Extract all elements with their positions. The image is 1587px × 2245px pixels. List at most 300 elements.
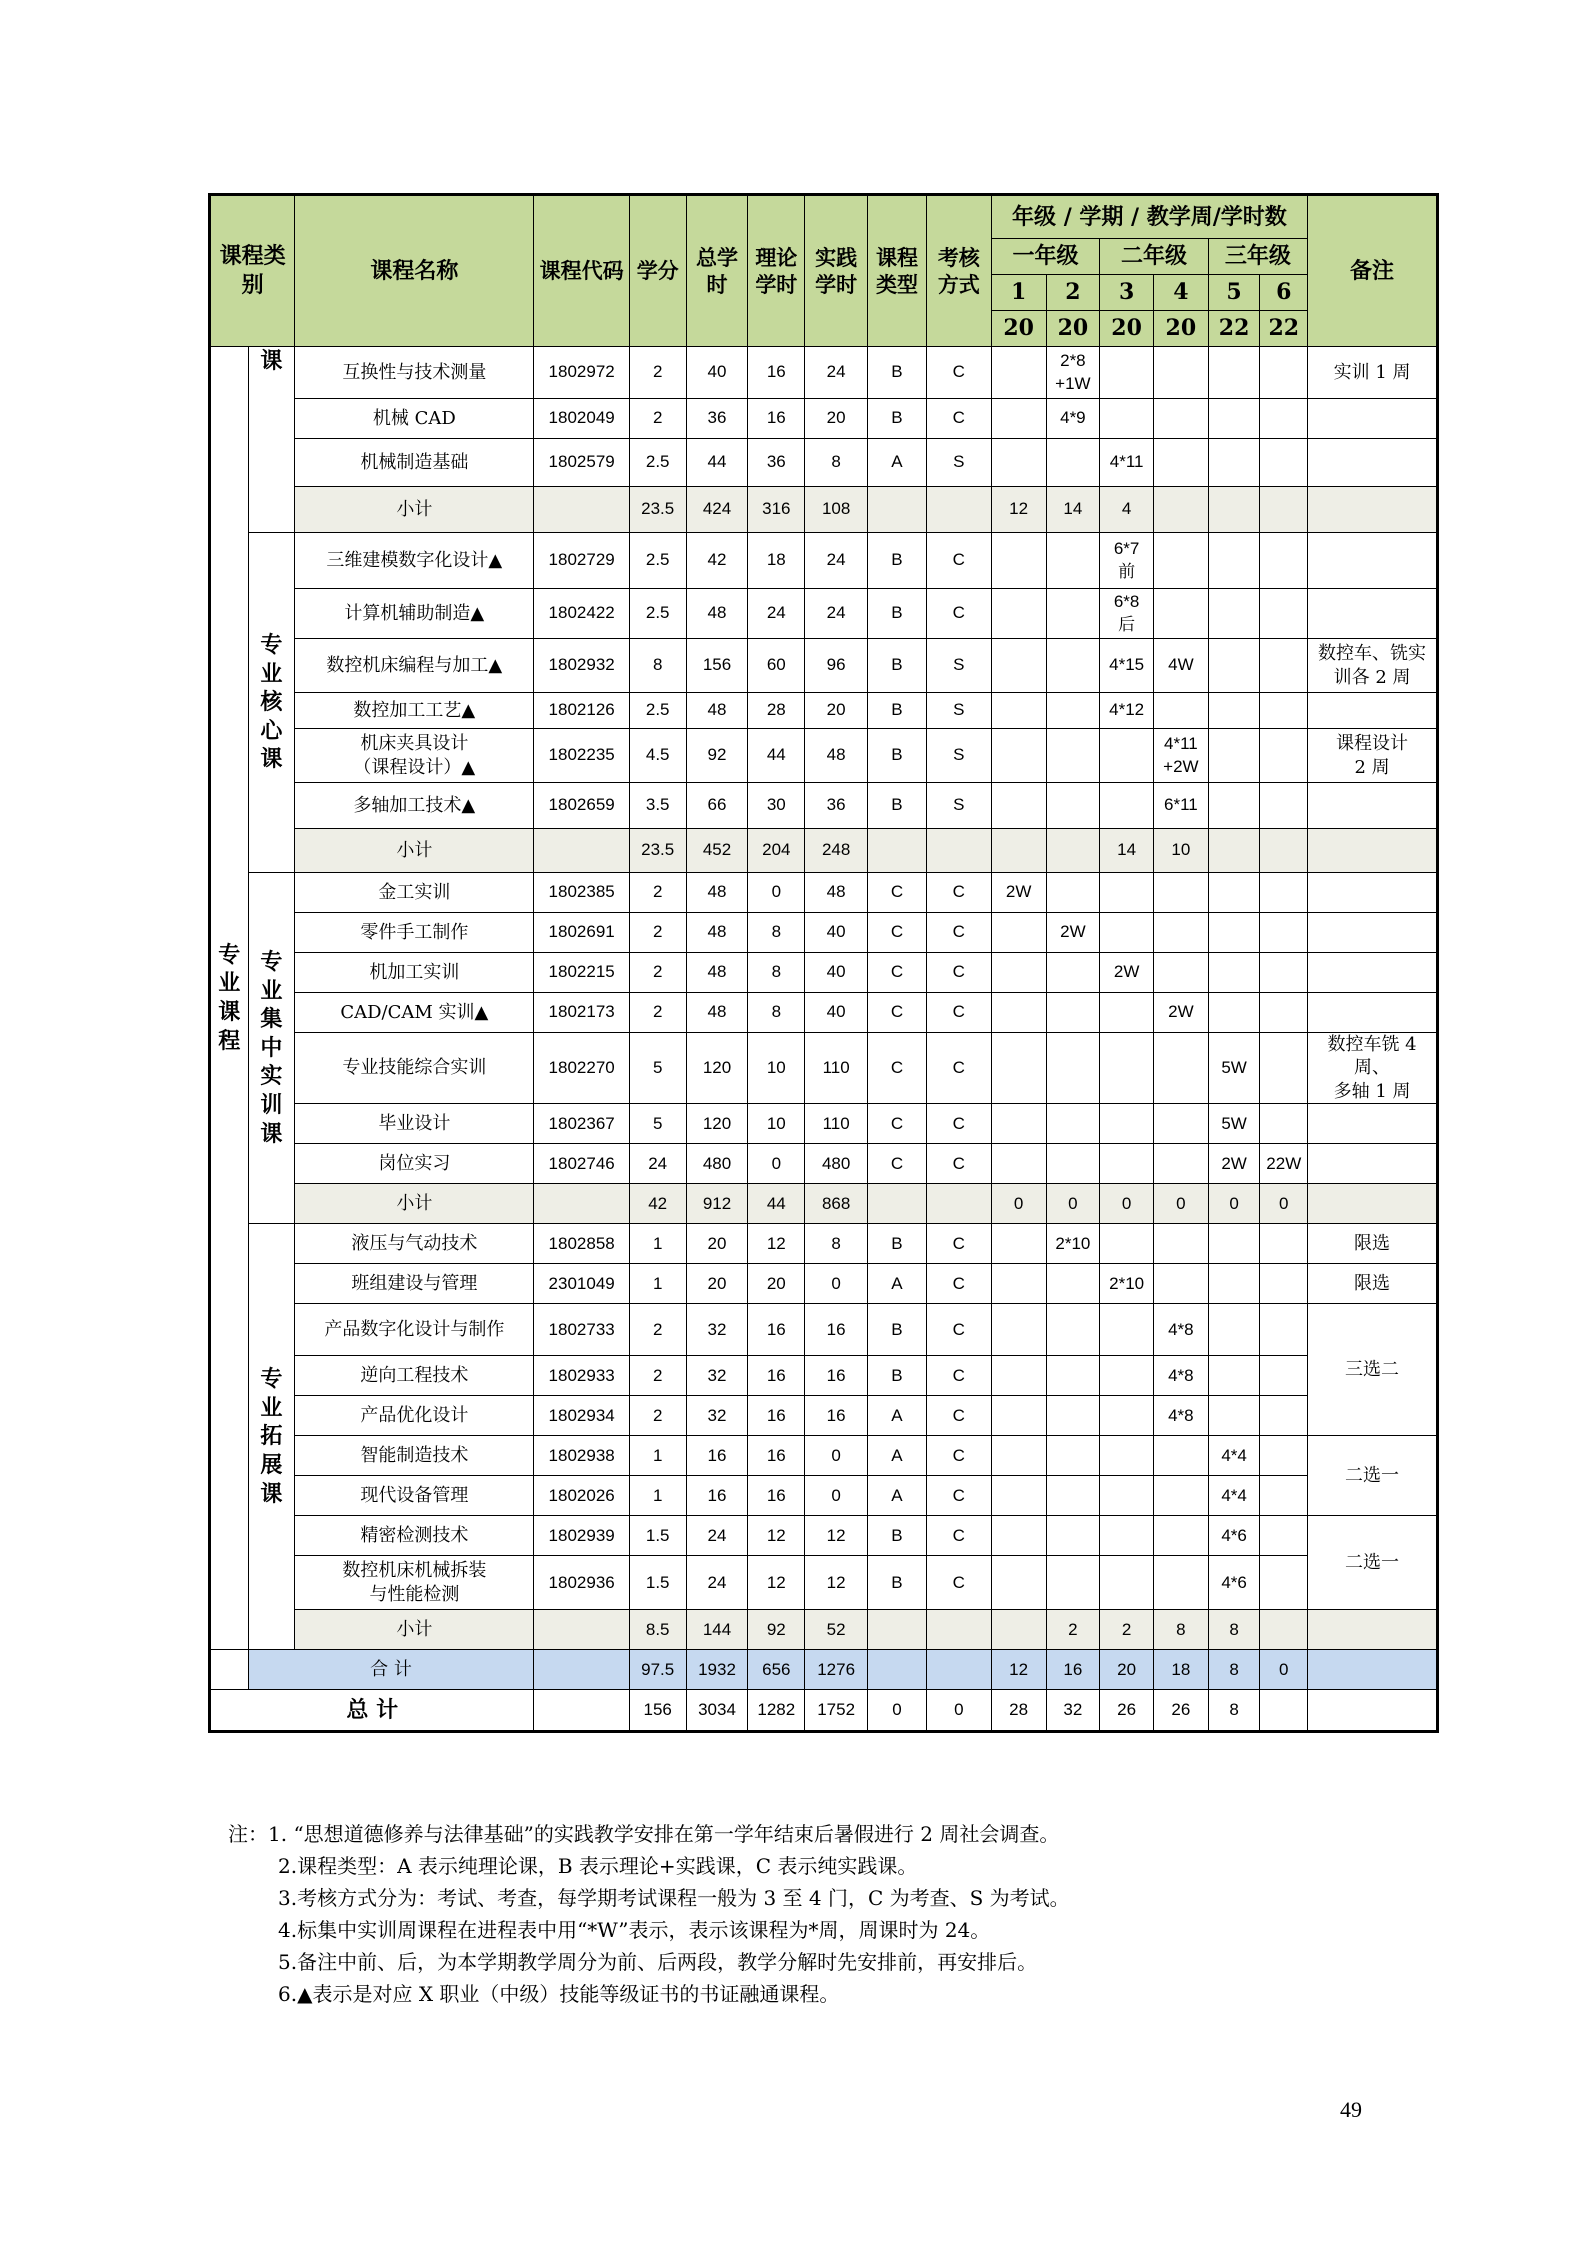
theory-hours: 16 — [748, 1436, 805, 1476]
semester-cell — [1100, 1033, 1154, 1104]
course-type: B — [868, 399, 927, 439]
semester-cell — [1208, 993, 1260, 1033]
header-remark: 备注 — [1308, 195, 1438, 347]
table-row — [210, 1144, 1438, 1184]
credit: 23.5 — [629, 487, 686, 533]
course-name: 互换性与技术测量 — [295, 347, 534, 399]
total-hours: 32 — [686, 1304, 748, 1356]
course-code: 1802026 — [534, 1476, 629, 1516]
course-name: 岗位实习 — [295, 1144, 534, 1184]
semester-cell: 4*4 — [1208, 1476, 1260, 1516]
credit: 4.5 — [629, 729, 686, 783]
semester-cell — [1208, 1356, 1260, 1396]
course-code: 1802691 — [534, 913, 629, 953]
practice-hours: 48 — [805, 873, 868, 913]
theory-hours: 30 — [748, 783, 805, 829]
semester-cell — [1260, 993, 1308, 1033]
total-hours: 912 — [686, 1184, 748, 1224]
course-type: B — [868, 1556, 927, 1610]
course-code: 1802972 — [534, 347, 629, 399]
semester-cell: 8 — [1208, 1650, 1260, 1690]
total-hours: 48 — [686, 693, 748, 729]
semester-cell — [991, 1104, 1046, 1144]
vertical-char: 业 — [260, 660, 283, 687]
semester-cell: 2*8 +1W — [1046, 347, 1100, 399]
total-hours: 48 — [686, 953, 748, 993]
semester-cell — [1046, 439, 1100, 487]
credit: 2.5 — [629, 589, 686, 639]
semester-cell — [1100, 873, 1154, 913]
remark — [1308, 829, 1438, 873]
theory-hours: 316 — [748, 487, 805, 533]
vertical-char: 训 — [260, 1091, 283, 1118]
assessment: C — [926, 1264, 991, 1304]
credit: 2.5 — [629, 439, 686, 487]
assessment — [926, 829, 991, 873]
practice-hours: 110 — [805, 1033, 868, 1104]
semester-cell: 2*10 — [1100, 1264, 1154, 1304]
subtotal-label: 小计 — [295, 1184, 534, 1224]
header-week: 20 — [1046, 311, 1100, 347]
table-row — [210, 1304, 1438, 1356]
table-row — [210, 439, 1438, 487]
semester-cell — [1260, 1516, 1308, 1556]
header-semester: 2 — [1046, 275, 1100, 311]
course-name: 液压与气动技术 — [295, 1224, 534, 1264]
semester-cell — [1153, 1144, 1208, 1184]
assessment: C — [926, 873, 991, 913]
practice-hours: 96 — [805, 639, 868, 693]
practice-hours: 248 — [805, 829, 868, 873]
semester-cell — [1208, 1264, 1260, 1304]
table-row — [210, 1476, 1438, 1516]
credit: 2 — [629, 347, 686, 399]
remark — [1308, 1650, 1438, 1690]
semester-cell — [991, 1516, 1046, 1556]
semester-cell — [1153, 1436, 1208, 1476]
assessment: C — [926, 1104, 991, 1144]
semester-cell: 4*4 — [1208, 1436, 1260, 1476]
semester-cell — [1100, 1476, 1154, 1516]
semester-cell — [1208, 829, 1260, 873]
course-type: A — [868, 1264, 927, 1304]
table-row — [210, 729, 1438, 783]
zongji-label: 总 计 — [210, 1690, 534, 1732]
zongji-row — [210, 1690, 1438, 1732]
semester-cell — [1153, 487, 1208, 533]
assessment — [926, 487, 991, 533]
semester-cell — [1046, 1033, 1100, 1104]
course-type — [868, 487, 927, 533]
semester-cell — [991, 347, 1046, 399]
table-row — [210, 639, 1438, 693]
semester-cell: 4 — [1100, 487, 1154, 533]
semester-cell: 4*6 — [1208, 1556, 1260, 1610]
semester-cell — [1046, 1556, 1100, 1610]
total-hours: 144 — [686, 1610, 748, 1650]
note-line: 2.课程类型：A 表示纯理论课，B 表示理论+实践课，C 表示纯实践课。 — [278, 1854, 918, 1878]
semester-cell — [1260, 399, 1308, 439]
credit: 2 — [629, 1356, 686, 1396]
semester-cell — [1260, 1104, 1308, 1144]
assessment: C — [926, 589, 991, 639]
header-grade: 一年级 — [991, 239, 1099, 275]
theory-hours: 24 — [748, 589, 805, 639]
vertical-char: 集 — [260, 1006, 283, 1033]
remark — [1308, 439, 1438, 487]
header-week: 22 — [1260, 311, 1308, 347]
semester-cell — [1046, 873, 1100, 913]
course-type: B — [868, 589, 927, 639]
subtotal-label: 小计 — [295, 487, 534, 533]
subtotal-row — [210, 487, 1438, 533]
semester-cell — [1260, 1436, 1308, 1476]
assessment — [926, 1610, 991, 1650]
semester-cell — [1100, 399, 1154, 439]
assessment: C — [926, 399, 991, 439]
header-total-hours: 总学时 — [686, 195, 748, 347]
semester-cell — [1046, 589, 1100, 639]
semester-cell — [1153, 693, 1208, 729]
header-semester: 1 — [991, 275, 1046, 311]
course-name: 机械 CAD — [295, 399, 534, 439]
semester-cell: 4*11 +2W — [1153, 729, 1208, 783]
assessment — [926, 1184, 991, 1224]
semester-cell: 6*8 后 — [1100, 589, 1154, 639]
semester-cell: 0 — [1153, 1184, 1208, 1224]
table-row — [210, 993, 1438, 1033]
course-name: 逆向工程技术 — [295, 1356, 534, 1396]
semester-cell — [991, 729, 1046, 783]
semester-cell — [1046, 1304, 1100, 1356]
course-type — [868, 1650, 927, 1690]
table-row — [210, 1516, 1438, 1556]
semester-cell — [1208, 399, 1260, 439]
theory-hours: 16 — [748, 1356, 805, 1396]
semester-cell: 2W — [1100, 953, 1154, 993]
semester-cell — [991, 953, 1046, 993]
semester-cell — [1046, 1516, 1100, 1556]
header-week: 20 — [1153, 311, 1208, 347]
semester-cell — [1153, 873, 1208, 913]
credit: 5 — [629, 1104, 686, 1144]
assessment: S — [926, 439, 991, 487]
semester-cell — [1153, 399, 1208, 439]
semester-cell — [1260, 783, 1308, 829]
theory-hours: 8 — [748, 913, 805, 953]
semester-cell — [1046, 1476, 1100, 1516]
vertical-char: 拓 — [260, 1423, 283, 1450]
semester-cell — [1208, 347, 1260, 399]
course-code: 1802936 — [534, 1556, 629, 1610]
semester-cell — [1260, 533, 1308, 589]
course-type — [868, 1184, 927, 1224]
practice-hours: 8 — [805, 439, 868, 487]
total-hours: 66 — [686, 783, 748, 829]
semester-cell — [1046, 783, 1100, 829]
assessment: S — [926, 639, 991, 693]
semester-cell — [1260, 1224, 1308, 1264]
semester-cell — [991, 913, 1046, 953]
semester-cell: 28 — [991, 1690, 1046, 1732]
assessment: C — [926, 533, 991, 589]
semester-cell — [1100, 1556, 1154, 1610]
table-row — [210, 953, 1438, 993]
semester-cell — [991, 1144, 1046, 1184]
semester-cell — [1260, 639, 1308, 693]
theory-hours: 44 — [748, 1184, 805, 1224]
header-course-type: 课程类型 — [868, 195, 927, 347]
page-number: 49 — [1340, 2097, 1362, 2122]
semester-cell — [1046, 993, 1100, 1033]
total-hours: 48 — [686, 993, 748, 1033]
semester-cell — [1208, 533, 1260, 589]
semester-cell: 4*8 — [1153, 1356, 1208, 1396]
semester-cell — [1153, 439, 1208, 487]
assessment: C — [926, 1356, 991, 1396]
header-assessment: 考核方式 — [926, 195, 991, 347]
semester-cell: 2 — [1046, 1610, 1100, 1650]
remark: 限选 — [1308, 1224, 1438, 1264]
practice-hours: 108 — [805, 487, 868, 533]
course-type: B — [868, 1224, 927, 1264]
semester-cell — [1208, 953, 1260, 993]
vertical-char: 心 — [260, 717, 283, 744]
total-hours: 3034 — [686, 1690, 748, 1732]
semester-cell — [1046, 1356, 1100, 1396]
assessment: S — [926, 729, 991, 783]
semester-cell — [1208, 913, 1260, 953]
remark — [1308, 993, 1438, 1033]
remark — [1308, 1690, 1438, 1732]
credit: 1.5 — [629, 1556, 686, 1610]
semester-cell — [991, 589, 1046, 639]
group-label — [248, 347, 295, 533]
credit: 2.5 — [629, 693, 686, 729]
course-type — [868, 829, 927, 873]
category-main — [210, 347, 249, 1650]
theory-hours: 0 — [748, 1144, 805, 1184]
header-semester: 3 — [1100, 275, 1154, 311]
theory-hours: 1282 — [748, 1690, 805, 1732]
semester-cell — [991, 993, 1046, 1033]
semester-cell: 4*8 — [1153, 1304, 1208, 1356]
semester-cell: 2W — [1208, 1144, 1260, 1184]
semester-cell — [1100, 729, 1154, 783]
course-type: A — [868, 1476, 927, 1516]
semester-cell: 5W — [1208, 1033, 1260, 1104]
assessment: C — [926, 953, 991, 993]
practice-hours: 16 — [805, 1396, 868, 1436]
semester-cell — [1260, 829, 1308, 873]
credit: 3.5 — [629, 783, 686, 829]
subtotal-label: 小计 — [295, 829, 534, 873]
semester-cell — [1153, 1033, 1208, 1104]
course-type: C — [868, 993, 927, 1033]
course-name: 机械制造基础 — [295, 439, 534, 487]
course-name: 专业技能综合实训 — [295, 1033, 534, 1104]
header-week: 20 — [991, 311, 1046, 347]
semester-cell — [1100, 1304, 1154, 1356]
semester-cell: 0 — [1208, 1184, 1260, 1224]
total-hours: 120 — [686, 1033, 748, 1104]
theory-hours: 36 — [748, 439, 805, 487]
note-line: 6.▲表示是对应 X 职业（中级）技能等级证书的书证融通课程。 — [278, 1982, 840, 2006]
semester-cell — [1046, 729, 1100, 783]
table-row — [210, 873, 1438, 913]
semester-cell — [1153, 1476, 1208, 1516]
course-type: B — [868, 639, 927, 693]
semester-cell: 26 — [1153, 1690, 1208, 1732]
practice-hours: 40 — [805, 953, 868, 993]
course-name: CAD/CAM 实训▲ — [295, 993, 534, 1033]
semester-cell — [1046, 1396, 1100, 1436]
semester-cell — [1153, 589, 1208, 639]
practice-hours: 8 — [805, 1224, 868, 1264]
semester-cell: 2W — [1153, 993, 1208, 1033]
practice-hours: 1276 — [805, 1650, 868, 1690]
theory-hours: 16 — [748, 1304, 805, 1356]
vertical-char: 业 — [260, 977, 283, 1004]
course-name: 精密检测技术 — [295, 1516, 534, 1556]
semester-cell: 6*11 — [1153, 783, 1208, 829]
theory-hours: 60 — [748, 639, 805, 693]
course-name: 多轴加工技术▲ — [295, 783, 534, 829]
theory-hours: 16 — [748, 1396, 805, 1436]
credit: 8.5 — [629, 1610, 686, 1650]
vertical-char: 程 — [218, 1027, 241, 1054]
theory-hours: 16 — [748, 399, 805, 439]
table-row — [210, 1556, 1438, 1610]
credit: 8 — [629, 639, 686, 693]
semester-cell — [1260, 1556, 1308, 1610]
practice-hours: 16 — [805, 1304, 868, 1356]
semester-cell — [991, 1436, 1046, 1476]
total-hours: 24 — [686, 1556, 748, 1610]
vertical-char: 专 — [260, 1366, 283, 1393]
semester-cell — [1100, 1516, 1154, 1556]
total-hours: 32 — [686, 1396, 748, 1436]
semester-cell — [991, 533, 1046, 589]
course-code — [534, 1610, 629, 1650]
theory-hours: 204 — [748, 829, 805, 873]
course-code: 1802126 — [534, 693, 629, 729]
practice-hours: 40 — [805, 913, 868, 953]
header-grade-title: 年级 / 学期 / 教学周/学时数 — [991, 195, 1307, 239]
total-hours: 40 — [686, 347, 748, 399]
total-hours: 452 — [686, 829, 748, 873]
total-hours: 48 — [686, 913, 748, 953]
credit: 97.5 — [629, 1650, 686, 1690]
header-credit: 学分 — [629, 195, 686, 347]
semester-cell — [1260, 1396, 1308, 1436]
theory-hours: 10 — [748, 1033, 805, 1104]
course-name: 数控加工工艺▲ — [295, 693, 534, 729]
credit: 2 — [629, 1396, 686, 1436]
credit: 1 — [629, 1436, 686, 1476]
vertical-char: 核 — [260, 689, 283, 716]
semester-cell: 16 — [1046, 1650, 1100, 1690]
remark — [1308, 487, 1438, 533]
semester-cell — [1260, 589, 1308, 639]
header-category: 课程类别 — [210, 195, 295, 347]
semester-cell — [991, 1304, 1046, 1356]
semester-cell — [1260, 1304, 1308, 1356]
course-code — [534, 1184, 629, 1224]
header-practice-hours: 实践学时 — [805, 195, 868, 347]
credit: 42 — [629, 1184, 686, 1224]
credit: 2 — [629, 993, 686, 1033]
header-week: 22 — [1208, 311, 1260, 347]
course-code: 1802932 — [534, 639, 629, 693]
practice-hours: 40 — [805, 993, 868, 1033]
course-code: 1802939 — [534, 1516, 629, 1556]
assessment: C — [926, 913, 991, 953]
assessment: C — [926, 1033, 991, 1104]
table-row — [210, 1033, 1438, 1104]
table-row — [210, 783, 1438, 829]
table-row — [210, 1104, 1438, 1144]
semester-cell: 12 — [991, 487, 1046, 533]
course-code: 1802746 — [534, 1144, 629, 1184]
semester-cell — [1100, 347, 1154, 399]
course-type: B — [868, 729, 927, 783]
semester-cell — [1046, 1104, 1100, 1144]
remark — [1308, 533, 1438, 589]
remark — [1308, 1610, 1438, 1650]
course-type: C — [868, 953, 927, 993]
table-row — [210, 533, 1438, 589]
vertical-char: 专 — [218, 941, 241, 968]
header-semester: 6 — [1260, 275, 1308, 311]
remark — [1308, 913, 1438, 953]
semester-cell — [1100, 1436, 1154, 1476]
course-name: 零件手工制作 — [295, 913, 534, 953]
semester-cell: 4*9 — [1046, 399, 1100, 439]
table-row — [210, 1396, 1438, 1436]
semester-cell: 12 — [991, 1650, 1046, 1690]
note-line: 4.标集中实训周课程在进程表中用“*W”表示，表示该课程为*周，周课时为 24。 — [278, 1918, 991, 1942]
theory-hours: 0 — [748, 873, 805, 913]
course-type: C — [868, 873, 927, 913]
table-row — [210, 693, 1438, 729]
assessment: C — [926, 993, 991, 1033]
course-code: 1802934 — [534, 1396, 629, 1436]
notes — [228, 1818, 1070, 2010]
vertical-char: 课 — [260, 746, 283, 773]
credit: 2 — [629, 953, 686, 993]
table-row — [210, 347, 1438, 399]
course-type: C — [868, 1144, 927, 1184]
course-type: A — [868, 439, 927, 487]
credit: 5 — [629, 1033, 686, 1104]
course-code: 1802173 — [534, 993, 629, 1033]
semester-cell: 4*11 — [1100, 439, 1154, 487]
theory-hours: 12 — [748, 1224, 805, 1264]
course-code: 1802215 — [534, 953, 629, 993]
practice-hours: 12 — [805, 1556, 868, 1610]
credit: 2 — [629, 399, 686, 439]
semester-cell — [991, 1224, 1046, 1264]
semester-cell: 18 — [1153, 1650, 1208, 1690]
semester-cell: 2 — [1100, 1610, 1154, 1650]
total-hours: 16 — [686, 1476, 748, 1516]
course-code: 1802235 — [534, 729, 629, 783]
credit: 24 — [629, 1144, 686, 1184]
header-semester: 5 — [1208, 275, 1260, 311]
semester-cell — [1208, 639, 1260, 693]
theory-hours: 8 — [748, 993, 805, 1033]
